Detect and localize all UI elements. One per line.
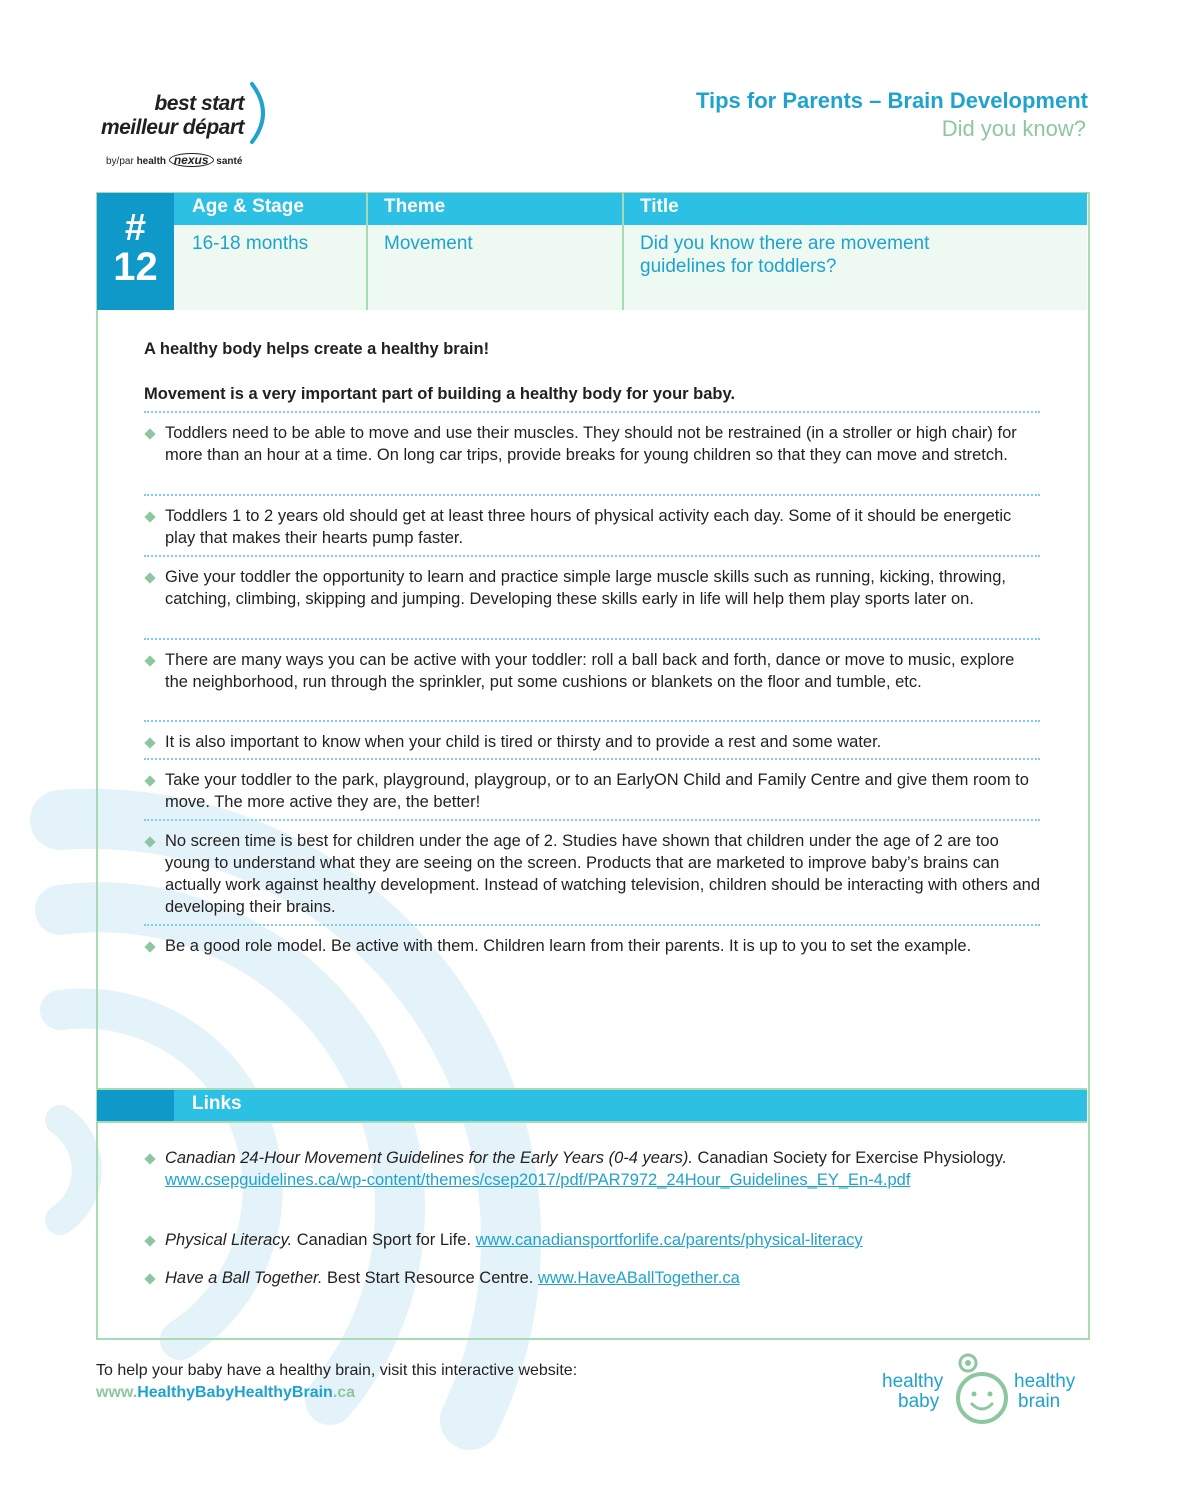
tip-number-box [97,193,174,310]
links-header-bar [97,1090,1087,1122]
smiling-baby-icon [954,1350,1010,1428]
healthy-baby-healthy-brain-logo [878,1350,1088,1430]
dotted-divider [144,819,1040,821]
document-subtitle: Did you know? [941,116,1086,141]
link-item [144,1229,1044,1251]
link-url[interactable]: www.HaveABallTogether.ca [537,1269,740,1287]
diamond-bullet-icon [144,655,155,666]
footer-website-link[interactable]: www.HealthyBabyHealthyBrain.ca [96,1384,356,1401]
theme-value: Movement [384,233,473,254]
diamond-bullet-icon [144,836,155,847]
intro-heading: A healthy body helps create a healthy brain! [144,340,490,358]
links-header-box [97,1090,174,1122]
list-item: Give your toddler the opportunity to learn and practice simple large muscle skills such as running, kicking, throwing, catching, climbing, skipping and jumping. Developing these skills early in life will help them play sports later on. [144,566,1040,610]
list-item: Be a good role model. Be active with them. Children learn from their parents. It is up to you to set the example. [144,935,1040,957]
link-item [144,1147,1044,1191]
link-source: Canadian Sport for Life. [292,1231,476,1249]
logo-byline: by/par health nexus santé [106,153,243,167]
logo-line-2: meilleur départ [100,116,244,139]
header-theme: Theme [384,196,446,217]
links-heading: Links [192,1093,242,1114]
list-item: It is also important to know when your child is tired or thirsty and to provide a rest and some water. [144,731,1040,753]
diamond-bullet-icon [144,941,155,952]
diamond-bullet-icon [144,511,155,522]
link-title: Have a Ball Together. [165,1269,323,1287]
dotted-divider [144,638,1040,640]
dotted-divider [144,411,1040,413]
nexus-logo: nexus [169,153,214,167]
tip-number: 12 [113,245,158,289]
dotted-divider [144,720,1040,722]
column-divider [622,193,624,310]
list-item: Take your toddler to the park, playground, playgroup, or to an EarlyON Child and Family Centre and give them room to move. The more active they are, the better! [144,769,1040,813]
logo-word: brain [1018,1391,1061,1412]
header-age-stage: Age & Stage [192,196,304,217]
list-item: No screen time is best for children under the age of 2. Studies have shown that children under the age of 2 are too young to understand what they are seeing on the screen. Products that are marketed to improve baby’s brains can actually work against healthy development. Instead of watching television, children should be interacting with others and developing their brains. [144,830,1040,918]
link-title: Physical Literacy. [165,1231,293,1249]
document-title: Tips for Parents – Brain Development [695,88,1088,113]
logo-line-1: best start [154,92,244,115]
link-item [144,1267,1044,1289]
diamond-bullet-icon [144,428,155,439]
section-divider [97,1121,1087,1123]
dotted-divider [144,924,1040,926]
header-title: Title [640,196,679,217]
link-url[interactable]: www.canadiansportforlife.ca/parents/physical-literacy [475,1231,863,1249]
list-item: Toddlers need to be able to move and use their muscles. They should not be restrained (in a stroller or high chair) for more than an hour at a time. On long car trips, provide breaks for young children so that they can move and stretch. [144,422,1040,466]
section-divider [97,1088,1087,1090]
logo-word: healthy [882,1371,944,1392]
logo-word: healthy [1014,1371,1076,1392]
dotted-divider [144,758,1040,760]
hash-symbol: # [124,207,147,249]
dotted-divider [144,555,1040,557]
info-table-header [174,193,1087,225]
list-item: Toddlers 1 to 2 years old should get at least three hours of physical activity each day. Some of it should be energetic play that makes their hearts pump faster. [144,505,1040,549]
column-divider [366,193,368,310]
diamond-bullet-icon [144,775,155,786]
intro-subheading: Movement is a very important part of building a healthy body for your baby. [144,385,736,403]
age-stage-value: 16-18 months [192,233,309,254]
diamond-bullet-icon [144,1273,155,1284]
dotted-divider [144,494,1040,496]
footer-text: To help your baby have a healthy brain, visit this interactive website: [96,1362,578,1379]
list-item: There are many ways you can be active with your toddler: roll a ball back and forth, dance or move to music, explore the neighborhood, run through the sprinkler, put some cushions or blankets on the floor and tumble, etc. [144,649,1040,693]
link-title: Canadian 24-Hour Movement Guidelines for the Early Years (0-4 years). [165,1149,693,1167]
link-source: Best Start Resource Centre. [322,1269,538,1287]
diamond-bullet-icon [144,572,155,583]
diamond-bullet-icon [144,737,155,748]
link-url[interactable]: www.csepguidelines.ca/wp-content/themes/csep2017/pdf/PAR7972_24Hour_Guidelines_EY_En-4.pdf [165,1171,911,1189]
logo-bracket-icon [244,82,274,144]
diamond-bullet-icon [144,1235,155,1246]
title-value: Did you know there are movement guidelines for toddlers? [640,233,930,277]
diamond-bullet-icon [144,1153,155,1164]
logo-word: baby [898,1391,940,1412]
link-source: Canadian Society for Exercise Physiology. [692,1149,1007,1167]
best-start-logo [100,82,284,172]
